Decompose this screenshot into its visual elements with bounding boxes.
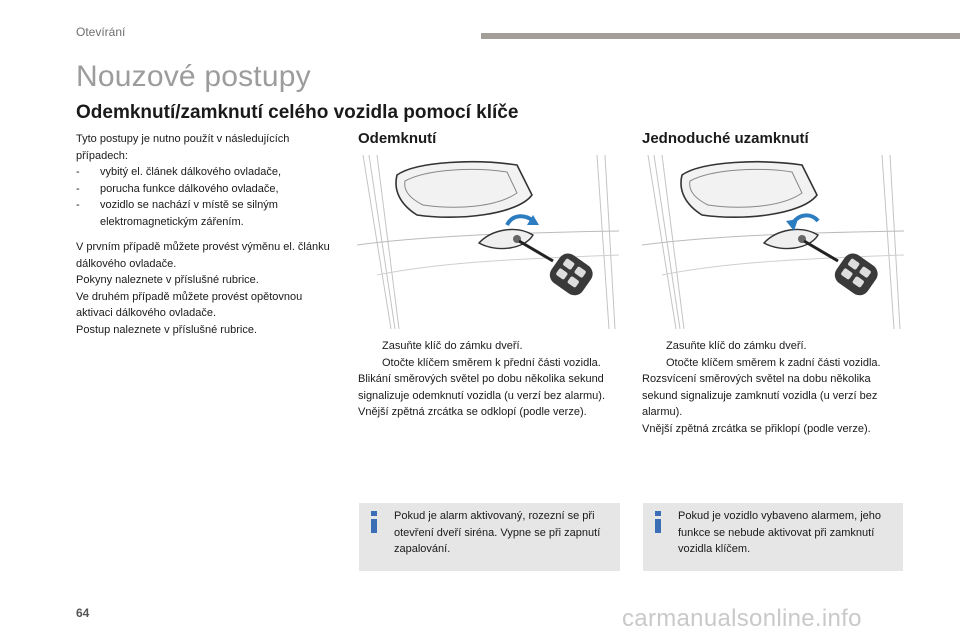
intro-paragraph: Postup naleznete v příslušné rubrice. (76, 323, 257, 336)
page-number: 64 (76, 606, 90, 620)
lock-info-text: Pokud je vozidlo vybaveno alarmem, jeho funkce se nebude aktivovat při zamknutí vozidla klíčem. (678, 510, 882, 555)
lock-paragraph: Rozsvícení směrových světel na dobu několika sekund signalizuje zamknutí vozidla (u verzí bez alarmu). (642, 373, 878, 418)
unlock-info-box (359, 503, 620, 571)
info-i-icon (651, 511, 665, 533)
list-item: - vybitý el. článek dálkového ovladače, (76, 166, 281, 178)
list-item: - porucha funkce dálkového ovladače, (76, 182, 279, 195)
lock-steps (642, 338, 907, 371)
list-item: Otočte klíčem směrem k zadní části vozidla. (666, 356, 881, 369)
lock-column (642, 338, 907, 437)
page-subtitle: Odemknutí/zamknutí celého vozidla pomocí klíče (76, 102, 519, 123)
lock-illustration (642, 155, 904, 329)
unlock-info-text: Pokud je alarm aktivovaný, rozezní se při otevření dveří siréna. Vypne se při zapnutí zapalování. (394, 510, 601, 555)
unlock-paragraph: Blikání směrových světel po dobu několika sekund signalizuje odemknutí vozidla (u verzí bez alarmu). (358, 373, 606, 402)
intro-column (76, 131, 338, 338)
intro-paragraph: Ve druhém případě můžete provést opětovnou aktivaci dálkového ovladače. (76, 290, 303, 319)
intro-list (76, 164, 338, 230)
list-item: - vozidlo se nachází v místě se silným elektromagnetickým zářením. (76, 199, 278, 228)
unlock-column (358, 338, 623, 421)
chapter-title: Otevírání (76, 25, 126, 39)
list-item: Zasuňte klíč do zámku dveří. (382, 340, 523, 352)
unlock-paragraph: Vnější zpětná zrcátka se odklopí (podle verze). (358, 406, 587, 418)
intro-paragraph: V prvním případě můžete provést výměnu el. článku dálkového ovladače. (76, 241, 330, 270)
unlock-steps (358, 338, 623, 371)
watermark: carmanualsonline.info (622, 605, 862, 632)
intro-lead: Tyto postupy je nutno použít v následujících případech: (76, 133, 290, 162)
header-bar (481, 33, 960, 39)
info-i-icon (367, 511, 381, 533)
list-item: Zasuňte klíč do zámku dveří. (666, 340, 807, 352)
unlock-heading: Odemknutí (358, 130, 437, 147)
page-title: Nouzové postupy (76, 60, 311, 93)
lock-info-box (643, 503, 903, 571)
lock-paragraph: Vnější zpětná zrcátka se přiklopí (podle verze). (642, 422, 871, 435)
lock-heading: Jednoduché uzamknutí (642, 130, 809, 147)
list-item: Otočte klíčem směrem k přední části vozidla. (382, 356, 601, 369)
unlock-illustration (357, 155, 619, 329)
intro-paragraph: Pokyny naleznete v příslušné rubrice. (76, 274, 259, 286)
